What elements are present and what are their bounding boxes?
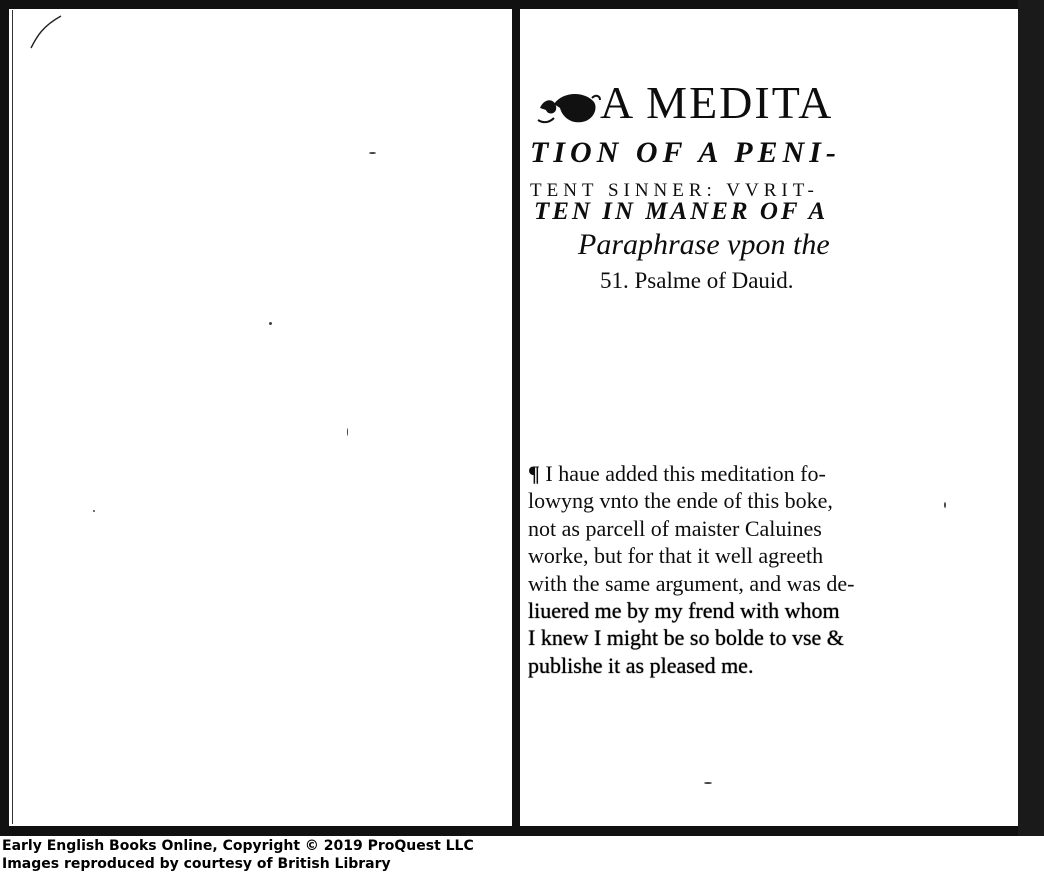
speck xyxy=(704,782,712,784)
note-line: publishe it as pleased me. xyxy=(528,652,754,678)
page-edges-right xyxy=(1018,0,1044,836)
title-line-1: A MEDITA xyxy=(600,77,834,128)
scan-border-bottom xyxy=(0,826,1044,836)
note-line: with the same argument, and was de- xyxy=(528,570,855,596)
title-line-3: TENT SINNER: VVRIT- xyxy=(530,180,819,201)
note-line: I knew I might be so bolde to vse & xyxy=(528,625,844,651)
speck xyxy=(93,510,95,512)
speck xyxy=(347,428,348,436)
corner-mark-icon xyxy=(27,12,67,52)
courtesy-line: Images reproduced by courtesy of British Library xyxy=(2,856,391,872)
note-line: not as parcell of maister Caluines xyxy=(528,515,822,541)
pilcrow-mark: ¶ xyxy=(528,461,540,486)
title-line-6: 51. Psalme of Dauid. xyxy=(600,268,794,293)
scan-border-top xyxy=(0,0,1044,9)
title-line-4: TEN IN MANER OF A xyxy=(534,198,829,225)
fleuron-ornament-icon xyxy=(536,86,602,126)
left-page-blank xyxy=(12,10,511,824)
copyright-line: Early English Books Online, Copyright © 2019 ProQuest LLC xyxy=(2,838,474,854)
book-gutter xyxy=(512,0,520,836)
printer-note xyxy=(528,460,988,679)
scan-border-left xyxy=(0,0,9,836)
title-line-5: Paraphrase vpon the xyxy=(578,228,830,261)
copyright-footer xyxy=(2,837,474,873)
speck xyxy=(369,152,376,154)
note-line: lowyng vnto the ende of this boke, xyxy=(528,488,833,514)
note-line: ¶ I haue added this meditation fo- xyxy=(528,461,826,486)
speck xyxy=(944,502,946,508)
title-line-2: TION OF A PENI- xyxy=(530,136,841,169)
speck xyxy=(269,322,272,325)
note-line: worke, but for that it well agreeth xyxy=(528,543,824,569)
note-line: liuered me by my frend with whom xyxy=(528,598,840,624)
right-page xyxy=(520,10,1016,824)
